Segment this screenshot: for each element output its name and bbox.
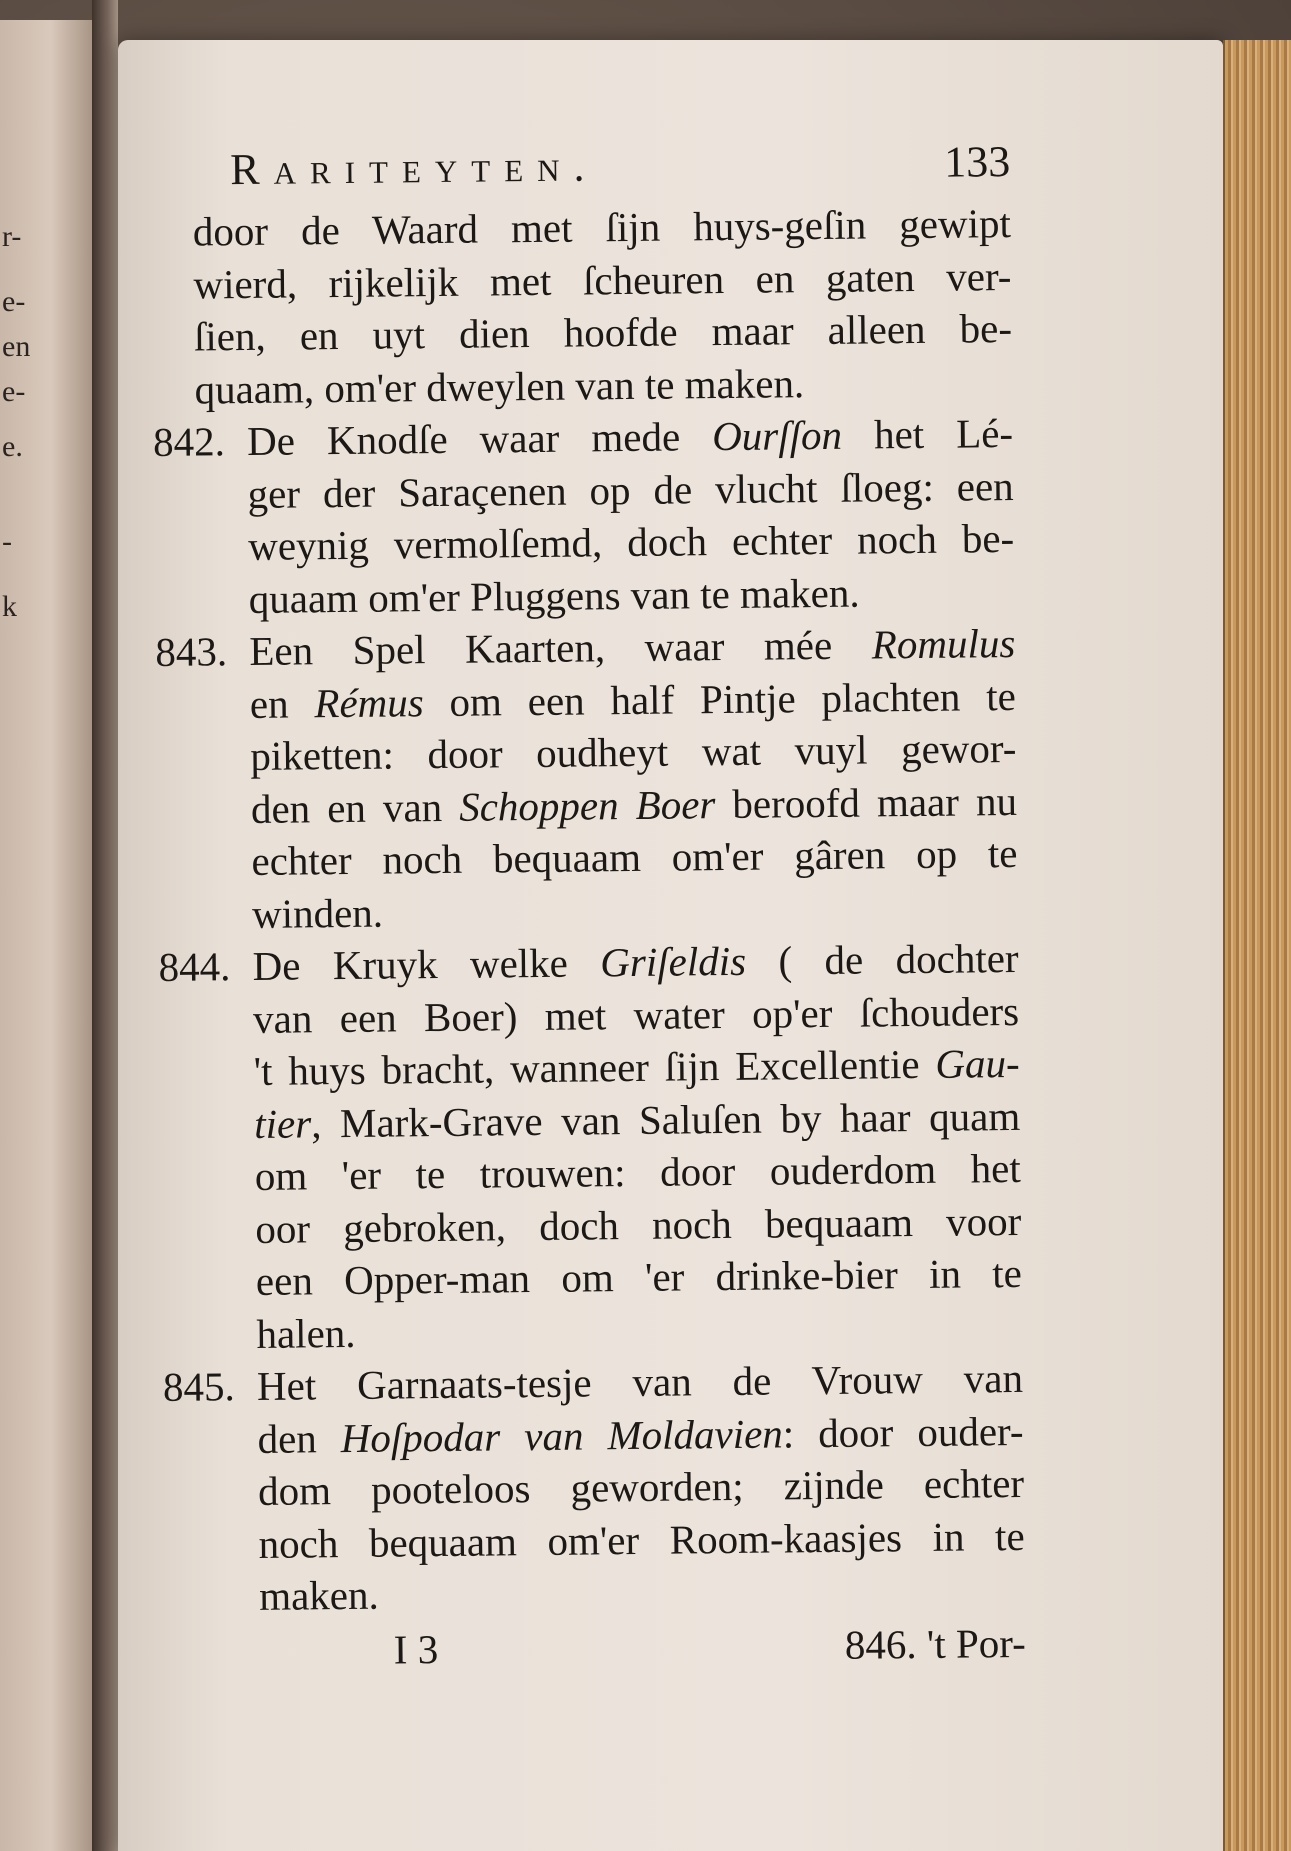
- text-line: en Rémus om een half Pintje plachten te: [249, 672, 1017, 727]
- text-line: wierd, rijkelijk met ſcheuren en gaten ver-: [193, 252, 1012, 308]
- text-line: tier, Mark-Grave van Saluſen by haar quam: [254, 1092, 1021, 1147]
- page-footer: [166, 1618, 1026, 1675]
- text-line: ger der Saraçenen op de vlucht ſloeg: een: [247, 462, 1014, 517]
- italic-name: Romulus: [871, 619, 1016, 668]
- italic-name: Rémus: [314, 678, 424, 726]
- catalogue-entry: [155, 617, 1018, 941]
- page-text: [150, 136, 1026, 1675]
- facing-page-fragment: k: [2, 590, 17, 623]
- text-line: om 'er te trouwen: door ouderdom het: [254, 1144, 1022, 1199]
- entry-body: [249, 617, 1018, 940]
- facing-page-fragment: -: [2, 525, 12, 558]
- text-line: den en van Schoppen Boer beroofd maar nu: [250, 777, 1018, 832]
- continuation-block: [151, 197, 1013, 416]
- text-line: halen.: [256, 1309, 356, 1357]
- text-line: 't huys bracht, wanneer ſijn Excellentie Gau-: [253, 1039, 1020, 1094]
- text-line: maken.: [258, 1571, 379, 1619]
- catalogue-entry: [158, 932, 1022, 1361]
- text-line: De Kruyk welke Griſeldis ( de dochter: [252, 934, 1019, 989]
- text-line: van een Boer) met water op'er ſchouders: [252, 987, 1020, 1042]
- entry-number: 842.: [152, 418, 226, 465]
- italic-name: Ourſſon: [711, 411, 843, 460]
- catalogue-entry: [163, 1352, 1026, 1623]
- text-line: Het Garnaats-tesje van de Vrouw van: [256, 1354, 1024, 1409]
- text-line: winden.: [251, 889, 384, 937]
- entries-list: [153, 407, 1026, 1623]
- entry-body: [252, 932, 1022, 1360]
- page-edges: [1223, 40, 1291, 1851]
- text-line: oor gebroken, doch noch bequaam voor: [255, 1197, 1022, 1252]
- text-line: noch bequaam om'er Room-kaasjes in te: [258, 1512, 1025, 1567]
- italic-name: Gau-: [935, 1039, 1020, 1087]
- text-line: Een Spel Kaarten, waar mée Romulus: [249, 619, 1016, 674]
- catalogue-entry: [153, 407, 1015, 626]
- italic-name: Griſeldis: [600, 937, 747, 986]
- entry-body: [247, 407, 1015, 625]
- entry-number: 845.: [162, 1363, 235, 1410]
- page-number: 133: [943, 136, 1011, 187]
- text-line: De Knodſe waar mede Ourſſon het Lé-: [246, 409, 1014, 464]
- text-line: echter noch bequaam om'er gâren op te: [251, 829, 1018, 884]
- facing-page: [0, 20, 95, 1851]
- book-gutter: [92, 0, 118, 1851]
- italic-name: Hoſpodar van Moldavien: [340, 1409, 783, 1461]
- text-line: een Opper-man om 'er drinke-bier in te: [255, 1249, 1023, 1304]
- text-line: piketten: door oudheyt wat vuyl gewor-: [250, 724, 1017, 779]
- text-line: quaam om'er Pluggens van te maken.: [248, 569, 860, 622]
- text-line: den Hoſpodar van Moldavien: door ouder-: [257, 1407, 1024, 1462]
- entry-number: 844.: [158, 943, 231, 990]
- italic-name: tier: [254, 1099, 312, 1147]
- catchword: 846. 't Por-: [844, 1619, 1026, 1668]
- facing-page-fragment: e.: [2, 430, 23, 463]
- text-line: ſien, en uyt dien hoofde maar alleen be-: [193, 304, 1013, 360]
- facing-page-fragment: e-: [2, 285, 26, 318]
- running-head: [230, 136, 1010, 195]
- text-line: dom pooteloos geworden; zijnde echter: [257, 1459, 1025, 1514]
- text-line: door de Waard met ſijn huys-geſin gewipt: [192, 199, 1012, 255]
- running-title: Rariteyten.: [230, 141, 599, 195]
- text-line: weynig vermolſemd, doch echter noch be-: [247, 514, 1015, 569]
- entry-body: [257, 1352, 1026, 1623]
- facing-page-fragment: e-: [2, 375, 26, 408]
- signature-mark: I 3: [393, 1625, 439, 1673]
- entry-number: 843.: [155, 628, 228, 675]
- facing-page-fragment: en: [2, 330, 31, 363]
- text-line: quaam, om'er dweylen van te maken.: [194, 359, 805, 413]
- italic-name: Schoppen Boer: [458, 780, 716, 830]
- facing-page-fragment: r-: [2, 220, 22, 253]
